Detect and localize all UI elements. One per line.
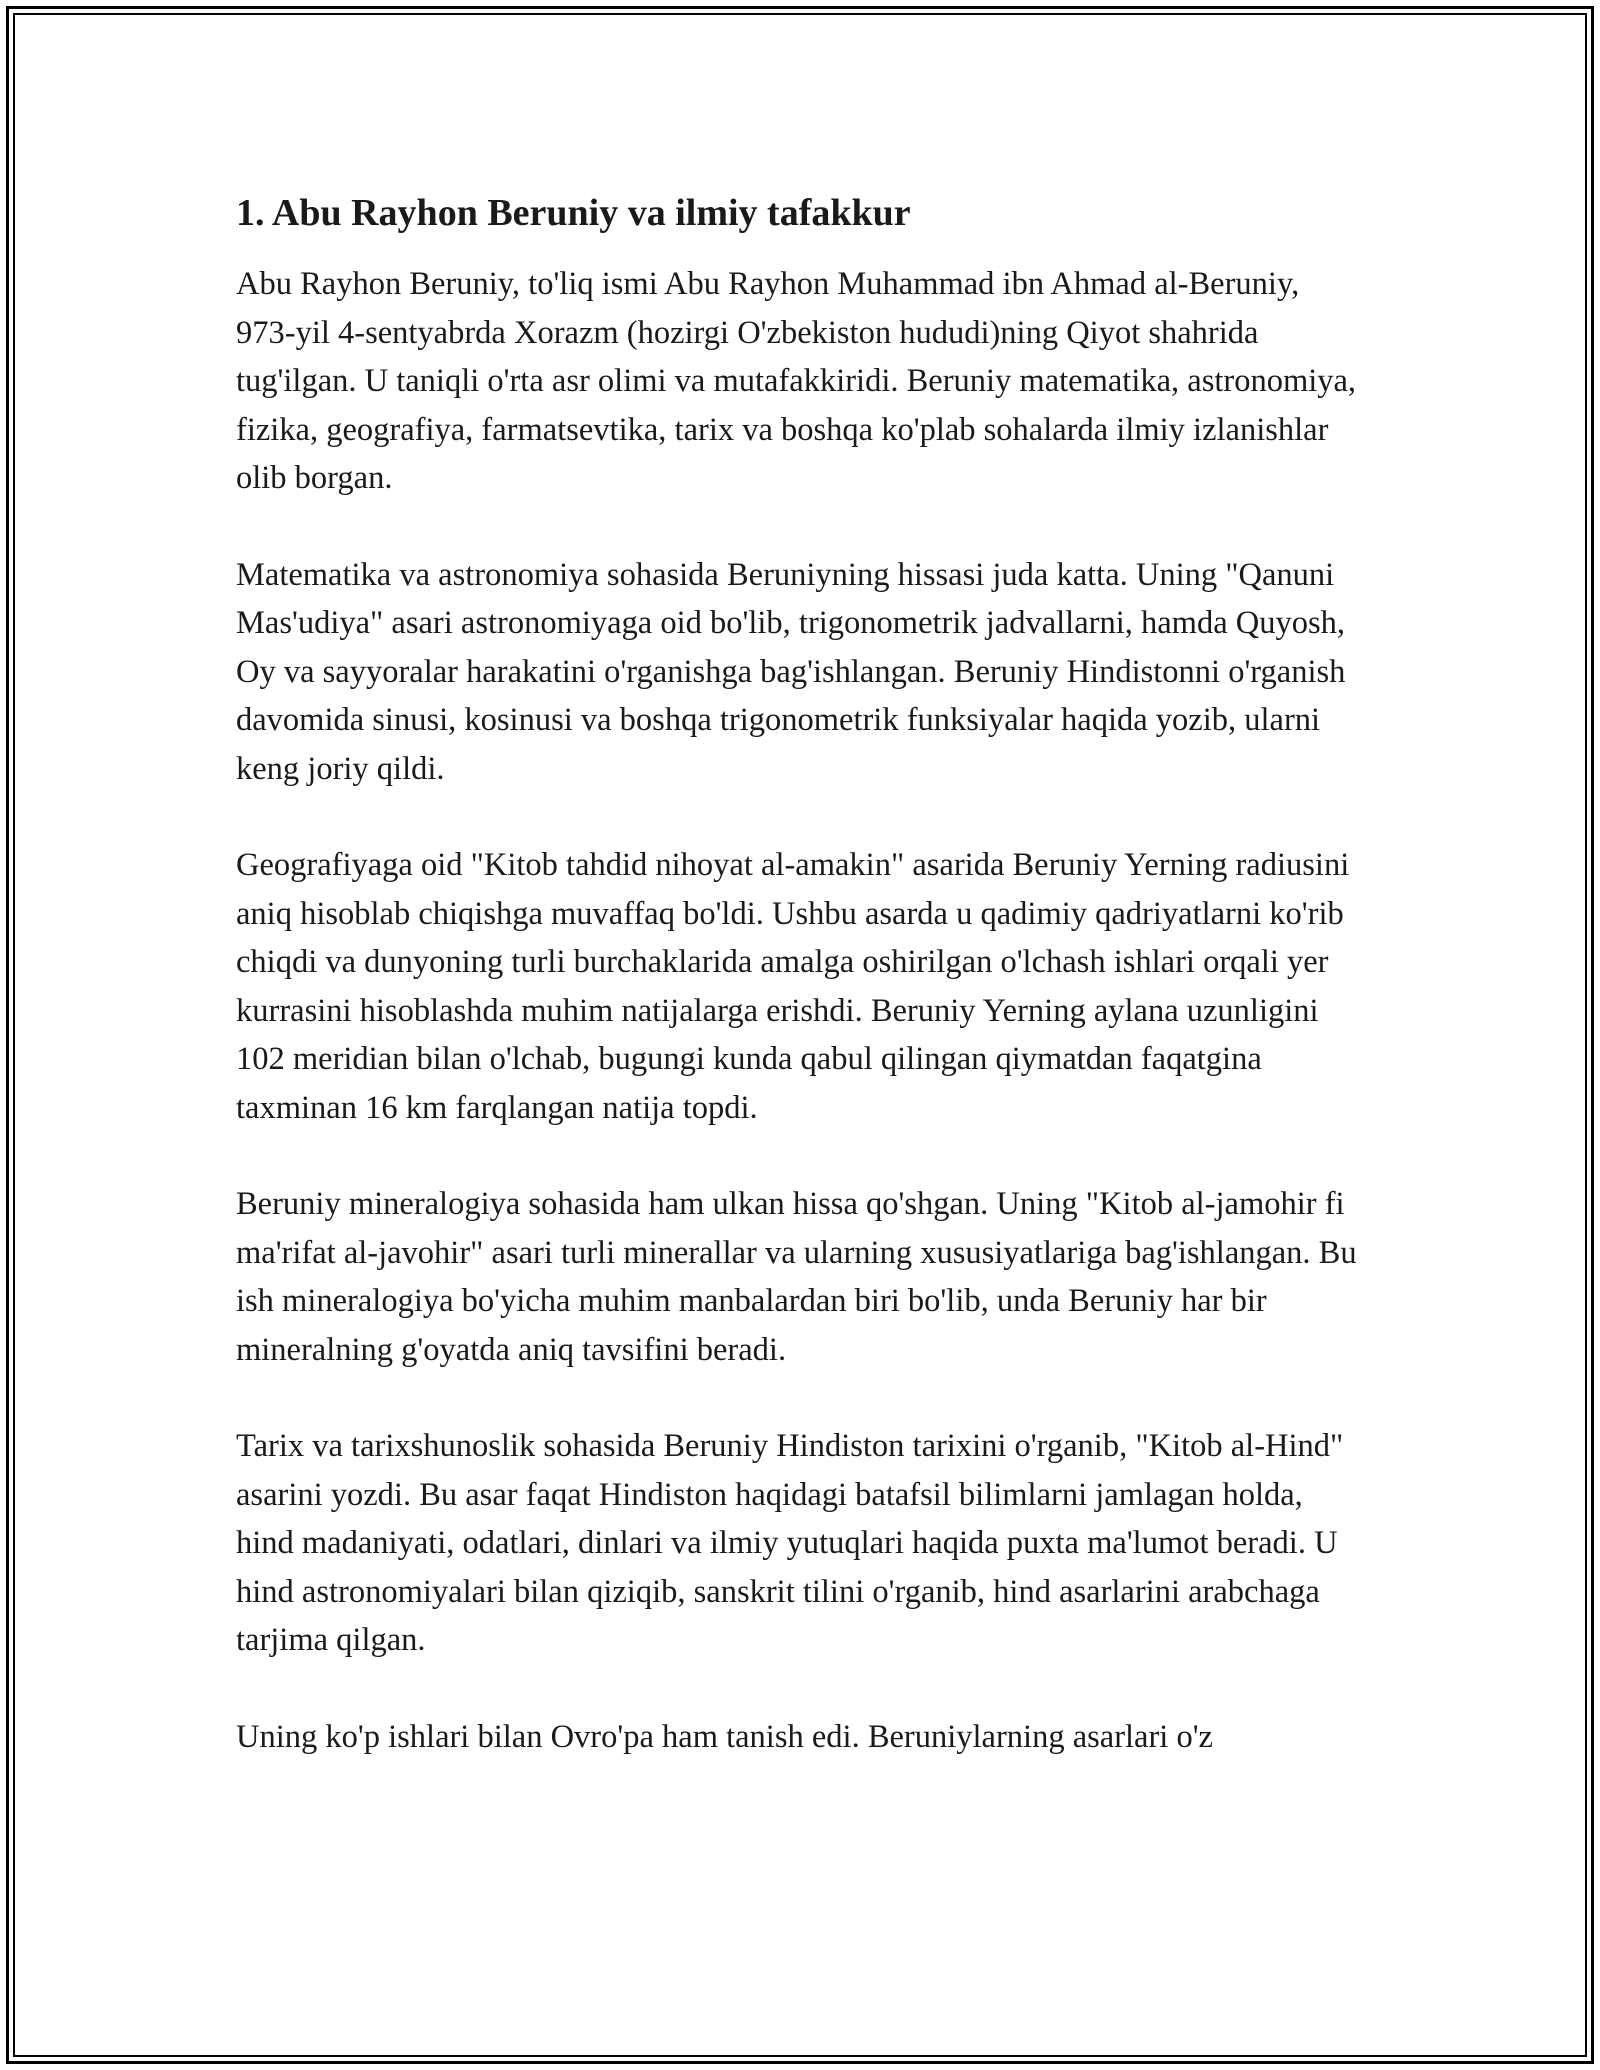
paragraph-europe: Uning ko'p ishlari bilan Ovro'pa ham tanish edi. Beruniylarning asarlari o'z (236, 1718, 1213, 1755)
document-body (236, 188, 1366, 1809)
section-title: 1. Abu Rayhon Beruniy va ilmiy tafakkur (236, 192, 911, 234)
paragraph-history: Tarix va tarixshunoslik sohasida Beruniy Hindiston tarixini o'rganib, "Kitob al-Hind" asarini yozdi. Bu asar faqat Hindiston haqidagi batafsil bilimlarni jamlagan holda, hind madaniyati, odatlari, dinlari va ilmiy yutuqlari haqida puxta ma'lumot beradi. U hind astronomiyalari bilan qiziqib, sanskrit tilini o'rganib, hind asarlarini arabchaga tarjima qilgan. (236, 1428, 1344, 1658)
paragraph-mathematics-astronomy: Matematika va astronomiya sohasida Beruniyning hissasi juda katta. Uning "Qanuni Mas'udiya" asari astronomiyaga oid bo'lib, trigonometrik jadvallarni, hamda Quyosh, Oy va sayyoralar harakatini o'rganishga bag'ishlangan. Beruniy Hindistonni o'rganish davomida sinusi, kosinusi va boshqa trigonometrik funksiyalar haqida yozib, ularni keng joriy qildi. (236, 556, 1346, 787)
paragraph-mineralogy: Beruniy mineralogiya sohasida ham ulkan hissa qo'shgan. Uning "Kitob al-jamohir fi ma'rifat al-javohir" asari turli minerallar va ularning xususiyatlariga bag'ishlangan. Bu ish mineralogiya bo'yicha muhim manbalardan biri bo'lib, unda Beruniy har bir mineralning g'oyatda aniq tavsifini beradi. (236, 1186, 1357, 1368)
paragraph-biography: Abu Rayhon Beruniy, to'liq ismi Abu Rayhon Muhammad ibn Ahmad al-Beruniy, 973-yil 4-sentyabrda Xorazm (hozirgi O'zbekiston hududi)ning Qiyot shahrida tug'ilgan. U taniqli o'rta asr olimi va mutafakkiridi. Beruniy matematika, astronomiya, fizika, geografiya, farmatsevtika, tarix va boshqa ko'plab sohalarda ilmiy izlanishlar olib borgan. (236, 266, 1357, 496)
paragraph-geography: Geografiyaga oid "Kitob tahdid nihoyat al-amakin" asarida Beruniy Yerning radiusini aniq hisoblab chiqishga muvaffaq bo'ldi. Ushbu asarda u qadimiy qadriyatlarni ko'rib chiqdi va dunyoning turli burchaklarida amalga oshirilgan o'lchash ishlari orqali yer kurrasini hisoblashda muhim natijalarga erishdi. Beruniy Yerning aylana uzunligini 102 meridian bilan o'lchab, bugungi kunda qabul qilingan qiymatdan faqatgina taxminan 16 km farqlangan natija topdi. (236, 847, 1350, 1126)
